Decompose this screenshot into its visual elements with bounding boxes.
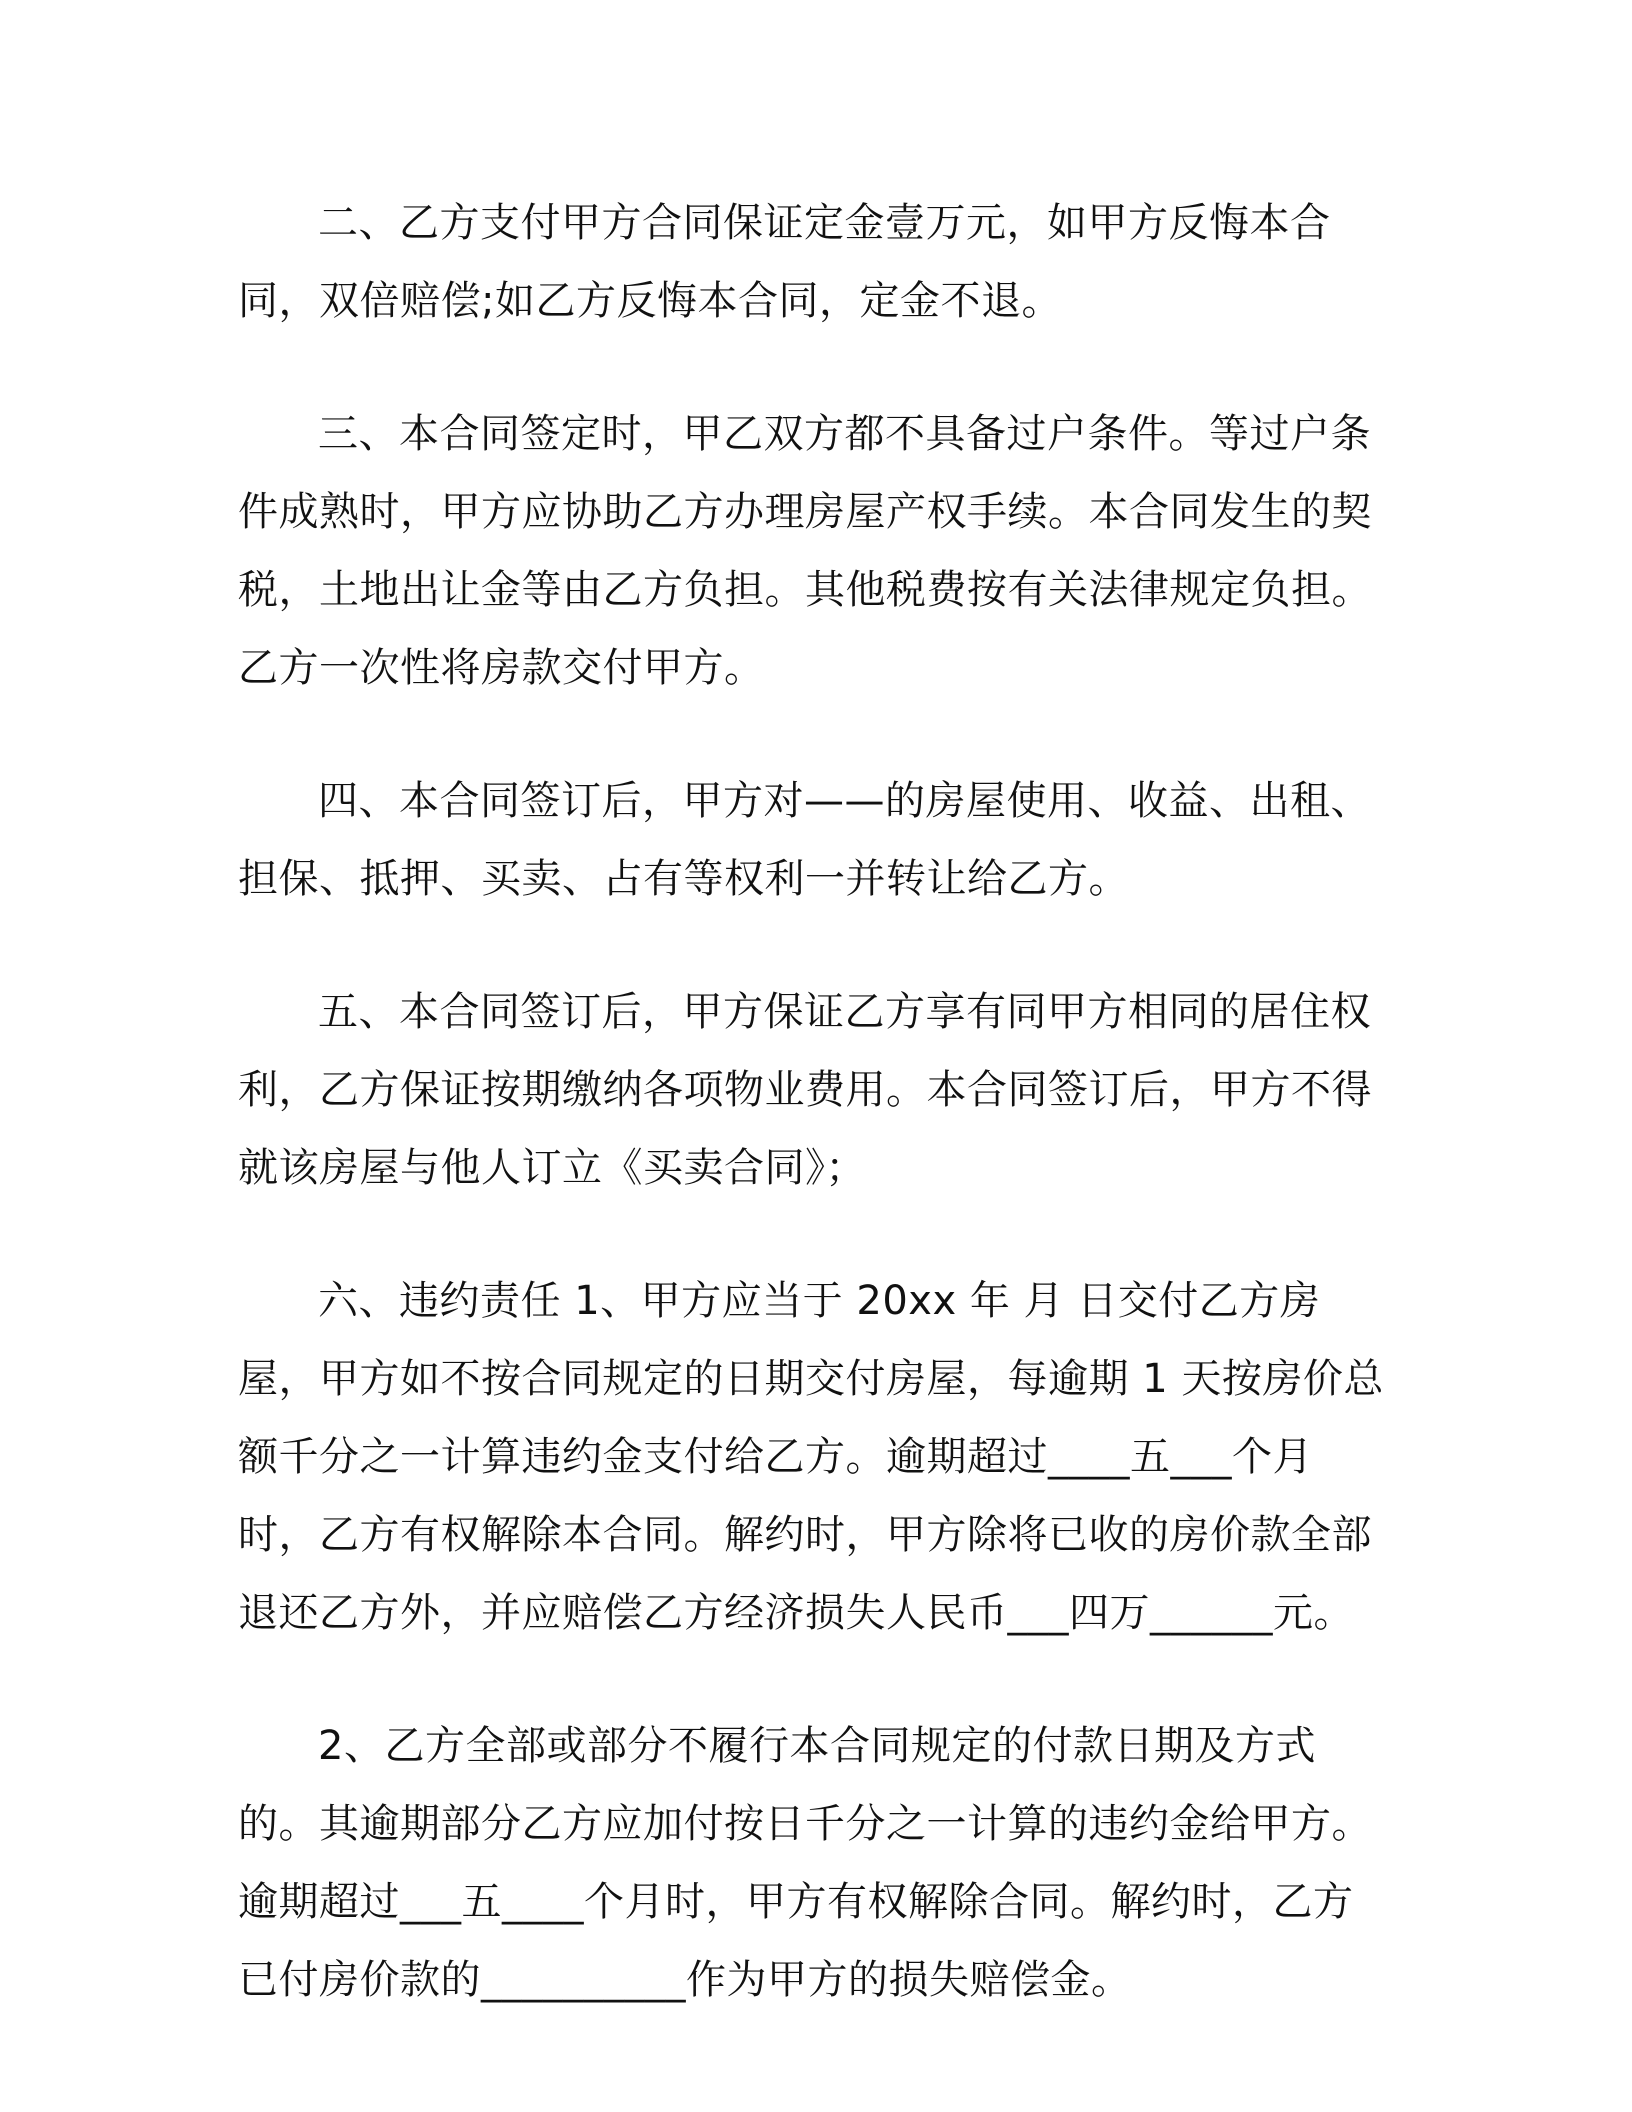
contract-body <box>238 184 1388 2074</box>
clause-5-residence-rights: 五、本合同签订后，甲方保证乙方享有同甲方相同的居住权利，乙方保证按期缴纳各项物业费用。本合同签订后，甲方不得就该房屋与他人订立《买卖合同》； <box>238 989 1372 1191</box>
clause-4-rights-transfer: 四、本合同签订后，甲方对——的房屋使用、收益、出租、担保、抵押、买卖、占有等权利一并转让给乙方。 <box>238 778 1371 902</box>
clause-3-transfer-conditions: 三、本合同签定时，甲乙双方都不具备过户条件。等过户条件成熟时，甲方应协助乙方办理房屋产权手续。本合同发生的契税，土地出让金等由乙方负担。其他税费按有关法律规定负担。乙方一次性将房款交付甲方。 <box>238 411 1372 691</box>
clause-2-deposit: 二、乙方支付甲方合同保证定金壹万元，如甲方反悔本合同，双倍赔偿;如乙方反悔本合同，定金不退。 <box>238 200 1331 324</box>
clause-6-breach-liability: 六、违约责任 1、甲方应当于 20xx 年 月 日交付乙方房屋，甲方如不按合同规定的日期交付房屋，每逾期 1 天按房价总额千分之一计算违约金支付给乙方。逾期超过____五___个月时，乙方有权解除本合同。解约时，甲方除将已收的房价款全部退还乙方外，并应赔偿乙方经济损失人民币___四万______元。 <box>238 1278 1384 1636</box>
clause-6-2-late-payment: 2、乙方全部或部分不履行本合同规定的付款日期及方式的。其逾期部分乙方应加付按日千分之一计算的违约金给甲方。逾期超过___五____个月时，甲方有权解除合同。解约时，乙方已付房价款的__________作为甲方的损失赔偿金。 <box>238 1723 1372 2003</box>
